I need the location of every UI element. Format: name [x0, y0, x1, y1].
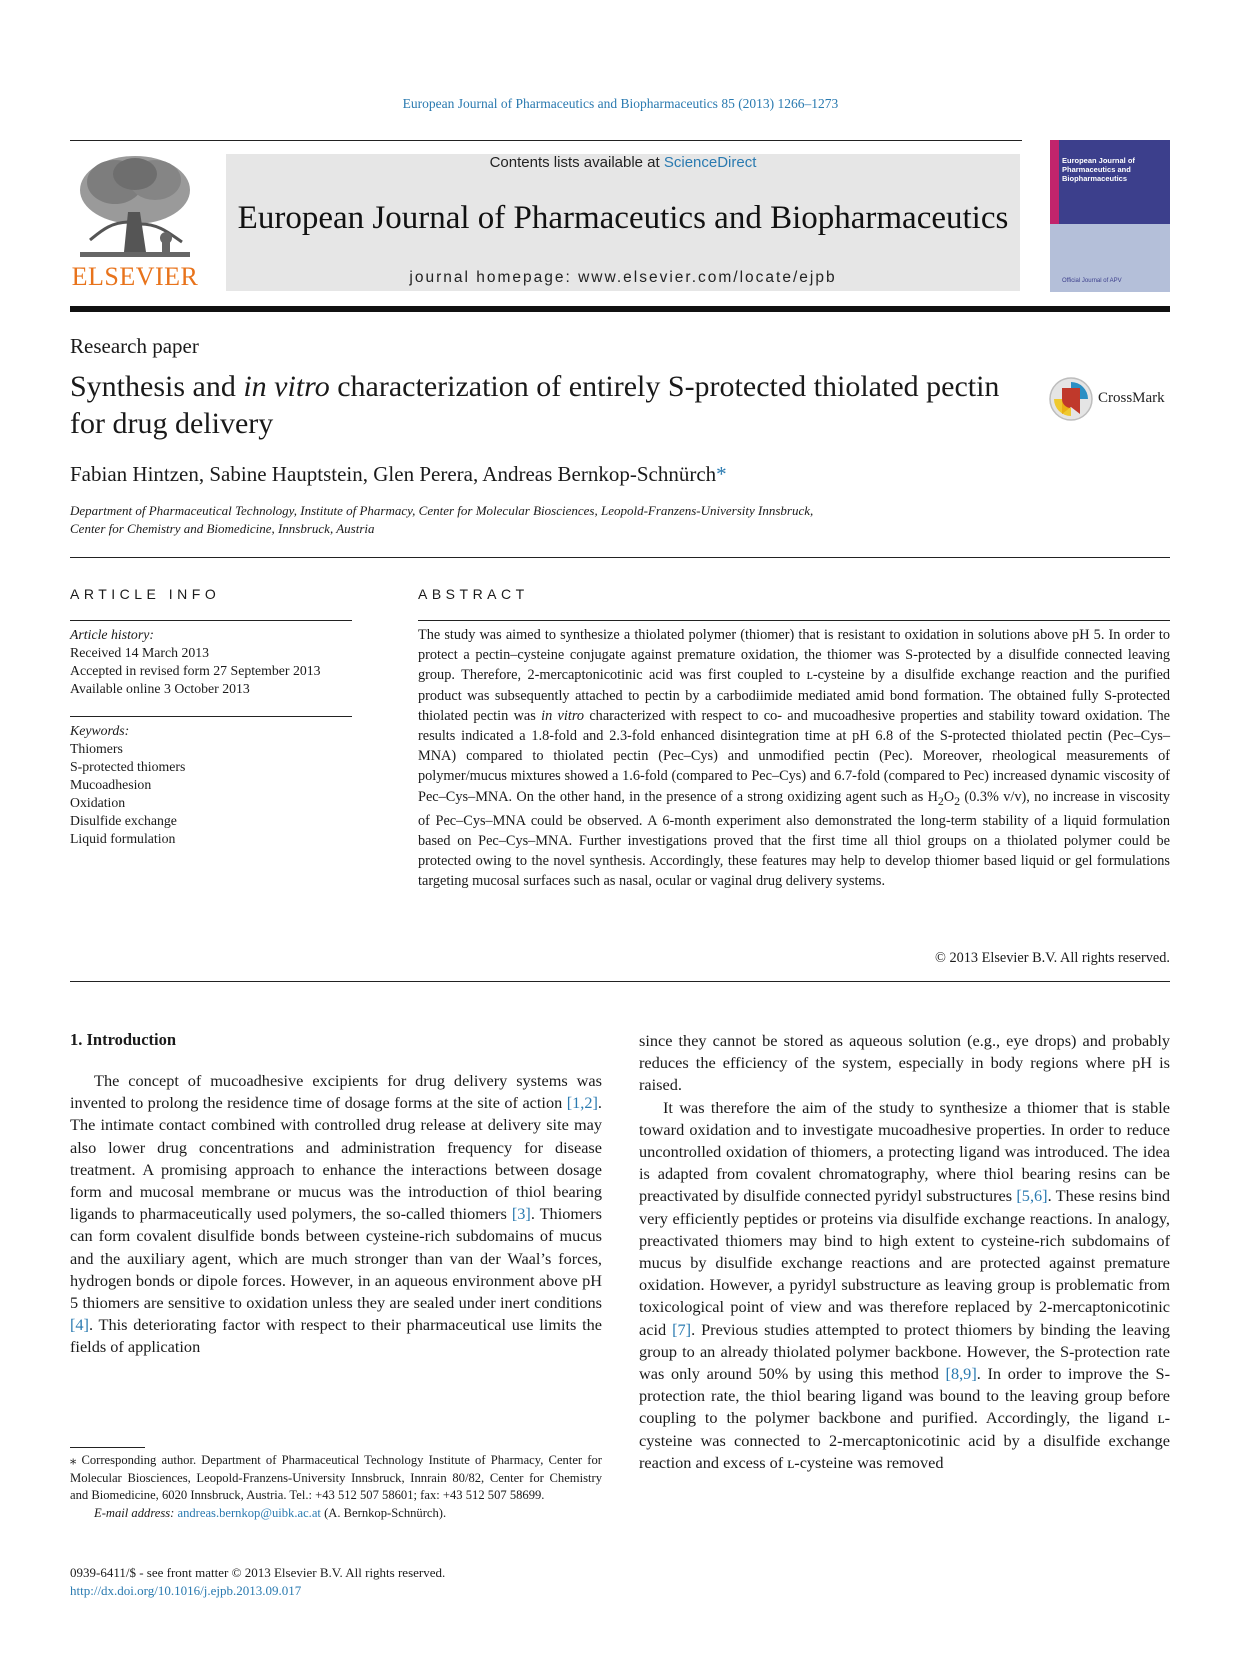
article-title — [70, 368, 1030, 442]
revised-date: Accepted in revised form 27 September 2013 — [70, 663, 321, 678]
text-run: . The intimate contact combined with controlled drug release at delivery site may also lower drug concentrations and administration frequency for disease treatment. A promising approach to enhance the interactions between dosage form and mucosal membrane or mucus was the introduction of thiol bearing ligands to pharmaceutically used polymers, the so-called thiomers — [70, 1093, 602, 1224]
article-info-rule — [70, 716, 352, 717]
section-rule — [70, 557, 1170, 558]
abstract-subscript: 2 — [954, 793, 961, 808]
corresponding-author-mark[interactable]: * — [716, 462, 727, 486]
crossmark-button[interactable] — [1048, 376, 1178, 422]
citation-link[interactable]: [5,6] — [1016, 1186, 1048, 1206]
intro-paragraph-continued: since they cannot be stored as aqueous solution (e.g., eye drops) and probably reduces the efficiency of the system, especially in body regions where pH is raised. — [639, 1031, 1170, 1095]
sciencedirect-link[interactable]: ScienceDirect — [663, 154, 757, 171]
intro-paragraph — [70, 1070, 602, 1359]
received-date: Received 14 March 2013 — [70, 645, 210, 660]
title-part1: Synthesis and — [70, 370, 244, 403]
keyword: Disulfide exchange — [70, 813, 177, 828]
abstract-part: The study was aimed to synthesize a thiolated polymer (thiomer) that is resistant to oxidation in solutions above pH 5. In order to protect a pectin–cysteine conjugate against premature oxidation, the thiomer was S-protected by a disulfide connected leaving group. Therefore, 2-mercaptonicotinic acid was first coupled to ʟ-cysteine by a disulfide exchange reaction and the purified product was subsequently attached to pectin by a carbodiimide mediated amid bond formation. The obtained fully S-protected thiolated pectin was — [418, 627, 1170, 724]
page-footer — [70, 1564, 445, 1600]
citation-link[interactable]: [7] — [672, 1319, 692, 1339]
footnote-rule — [70, 1447, 145, 1448]
title-part2: characterization of entirely S-protected thiolated pectin for drug delivery — [70, 370, 1000, 440]
text-run: . Previous studies attempted to protect thiomers by binding the leaving group to an already thiolated polymer backbone. However, the S-protection rate was only around 50% by using this method — [639, 1319, 1170, 1384]
keywords-label: Keywords: — [70, 723, 130, 738]
section-rule — [70, 981, 1170, 982]
keyword: Oxidation — [70, 795, 126, 810]
intro-paragraph — [639, 1097, 1170, 1474]
journal-banner — [226, 154, 1020, 291]
abstract-heading: ABSTRACT — [418, 586, 529, 602]
article-info-rule — [70, 620, 352, 621]
online-date: Available online 3 October 2013 — [70, 681, 250, 696]
abstract-copyright: © 2013 Elsevier B.V. All rights reserved. — [935, 950, 1170, 966]
email-link[interactable]: andreas.bernkop@uibk.ac.at — [177, 1505, 321, 1520]
footnote — [70, 1452, 602, 1522]
elsevier-wordmark: ELSEVIER — [71, 262, 199, 291]
corresponding-author-note: ⁎ Corresponding author. Department of Pharmaceutical Technology Institute of Pharmacy, Center for Molecular Biosciences, Leopold-Franzens-University Innsbruck, Innrain 80/82, Center for Chemistry and Biomedicine, 6020 Innsbruck, Austria. Tel.: +43 512 507 58601; fax: +43 512 507 58699. — [70, 1453, 602, 1502]
abstract-part: (0.3% v/v), no increase in viscosity of Pec–Cys–MNA could be observed. A 6-month experiment also demonstrated the long-term stability of a liquid formulation based on Pec–Cys–MNA. Further investigations proved that the first time all thiol groups on a thiolated polymer could be protected owing to the novel synthesis. Accordingly, these features may help to develop thiomer based liquid or gel formulations targeting mucosal surfaces such as nasal, ocular or vaginal drug delivery systems. — [418, 788, 1170, 890]
issn-line: 0939-6411/$ - see front matter © 2013 Elsevier B.V. All rights reserved. — [70, 1565, 446, 1580]
text-run: . Thiomers can form covalent disulfide bonds between cysteine-rich subdomains of mucus and the auxiliary agent, which are much stronger than van der Waal’s forces, hydrogen bonds or dipole forces. However, in an aqueous environment above pH 5 thiomers are sensitive to oxidation unless they are sealed under inert conditions — [70, 1204, 603, 1313]
email-name: (A. Bernkop-Schnürch). — [320, 1505, 447, 1520]
doi-link[interactable]: http://dx.doi.org/10.1016/j.ejpb.2013.09.017 — [70, 1583, 302, 1598]
abstract-subscript: 2 — [937, 793, 944, 808]
keyword: Liquid formulation — [70, 831, 176, 846]
affiliation — [70, 502, 813, 538]
journal-cover-image[interactable] — [1050, 140, 1170, 292]
citation-link[interactable]: [4] — [70, 1315, 89, 1335]
cover-accent-bar — [1050, 140, 1059, 224]
affiliation-line: Department of Pharmaceutical Technology, Institute of Pharmacy, Center for Molecular Biosciences, Leopold-Franzens-University Innsbruck, — [70, 503, 814, 518]
affiliation-line: Center for Chemistry and Biomedicine, Innsbruck, Austria — [70, 521, 375, 536]
citation-link[interactable]: [1,2] — [566, 1093, 598, 1113]
cover-footer: Official Journal of APV — [1062, 278, 1122, 284]
text-run: . This deteriorating factor with respect to their pharmaceutical use limits the fields of application — [70, 1315, 602, 1357]
authors — [70, 462, 727, 487]
email-line — [70, 1505, 602, 1523]
contents-prefix: Contents lists available at — [489, 154, 664, 171]
abstract-rule — [418, 620, 1170, 621]
intro-left-column — [70, 1070, 602, 1359]
text-run: . These resins bind very efficiently peptides or proteins via disulfide exchange reactions. In analogy, preactivated thiomers may bind to high extent to cysteine-rich subdomains of mucus by disulfide exchange reactions and are protected against premature oxidation. However, a pyridyl substructure as leaving group is problematic from toxicological point of view and was therefore replaced by 2-mercaptonicotinic acid — [639, 1186, 1170, 1339]
contents-line — [226, 154, 1020, 171]
abstract-part: characterized with respect to co- and mucoadhesive properties and stability toward oxidation. The results indicated a 1.8-fold and 2.3-fold enhanced disintegration time at pH 6.8 of the S-protected thiolated pectin (Pec–Cys–MNA) compared to thiolated pectin (Pec–Cys) and unmodified pectin (Pec). Moreover, rheological measurements of polymer/mucus mixtures showed a 1.6-fold (compared to Pec–Cys) and 6.7-fold (compared to Pec) increased dynamic viscosity of Pec–Cys–MNA. On the other hand, in the presence of a strong oxidizing agent such as H — [418, 707, 1170, 805]
elsevier-logo[interactable] — [70, 152, 200, 292]
header-thick-rule — [70, 306, 1170, 312]
text-run: It was therefore the aim of the study to synthesize a thiomer that is stable toward oxidation and to investigate mucoadhesive properties. In order to reduce uncontrolled oxidation of thiomers, a protecting ligand was introduced. The idea is adapted from covalent chromatography, where thiol bearing resins can be preactivated by disulfide connected pyridyl substructures — [639, 1097, 1170, 1206]
text-run: . In order to improve the S-protection rate, the thiol bearing ligand was bound to the leaving group before coupling to the polymer backbone and purified. Accordingly, the ligand ʟ-cysteine was connected to 2-mercaptonicotinic acid by a disulfide exchange reaction and excess of ʟ-cysteine was removed — [639, 1364, 1170, 1472]
crossmark-label: CrossMark — [1098, 390, 1165, 406]
keyword: Thiomers — [70, 741, 123, 756]
cover-title: European Journal of Pharmaceutics and Biopharmaceutics — [1062, 156, 1135, 183]
elsevier-tree-logo-icon — [70, 152, 200, 262]
author-list: Fabian Hintzen, Sabine Hauptstein, Glen Perera, Andreas Bernkop-Schnürch — [70, 462, 717, 486]
header-rule — [70, 140, 1022, 141]
keyword: S-protected thiomers — [70, 759, 186, 774]
title-italic: in vitro — [243, 370, 330, 403]
journal-citation[interactable]: European Journal of Pharmaceutics and Biopharmaceutics 85 (2013) 1266–1273 — [402, 96, 839, 111]
intro-right-column — [639, 1030, 1170, 1474]
abstract-part: O — [943, 788, 955, 805]
keywords-block — [70, 722, 352, 848]
article-type: Research paper — [70, 334, 199, 358]
email-label: E-mail address: — [94, 1505, 178, 1520]
article-info-heading: ARTICLE INFO — [70, 586, 221, 602]
intro-heading: 1. Introduction — [70, 1030, 177, 1049]
keyword: Mucoadhesion — [70, 777, 152, 792]
journal-title: European Journal of Pharmaceutics and Biopharmaceutics — [237, 200, 1009, 236]
journal-homepage[interactable]: journal homepage: www.elsevier.com/locate/ejpb — [409, 269, 837, 286]
article-history — [70, 626, 352, 698]
abstract-italic: in vitro — [541, 707, 585, 724]
abstract-text — [418, 625, 1170, 892]
history-label: Article history: — [70, 627, 154, 642]
citation-link[interactable]: [8,9] — [945, 1364, 977, 1384]
text-run: The concept of mucoadhesive excipients for drug delivery systems was invented to prolong the residence time of dosage forms at the site of action — [70, 1071, 602, 1113]
citation-link[interactable]: [3] — [511, 1204, 531, 1224]
crossmark-icon — [1048, 376, 1094, 422]
